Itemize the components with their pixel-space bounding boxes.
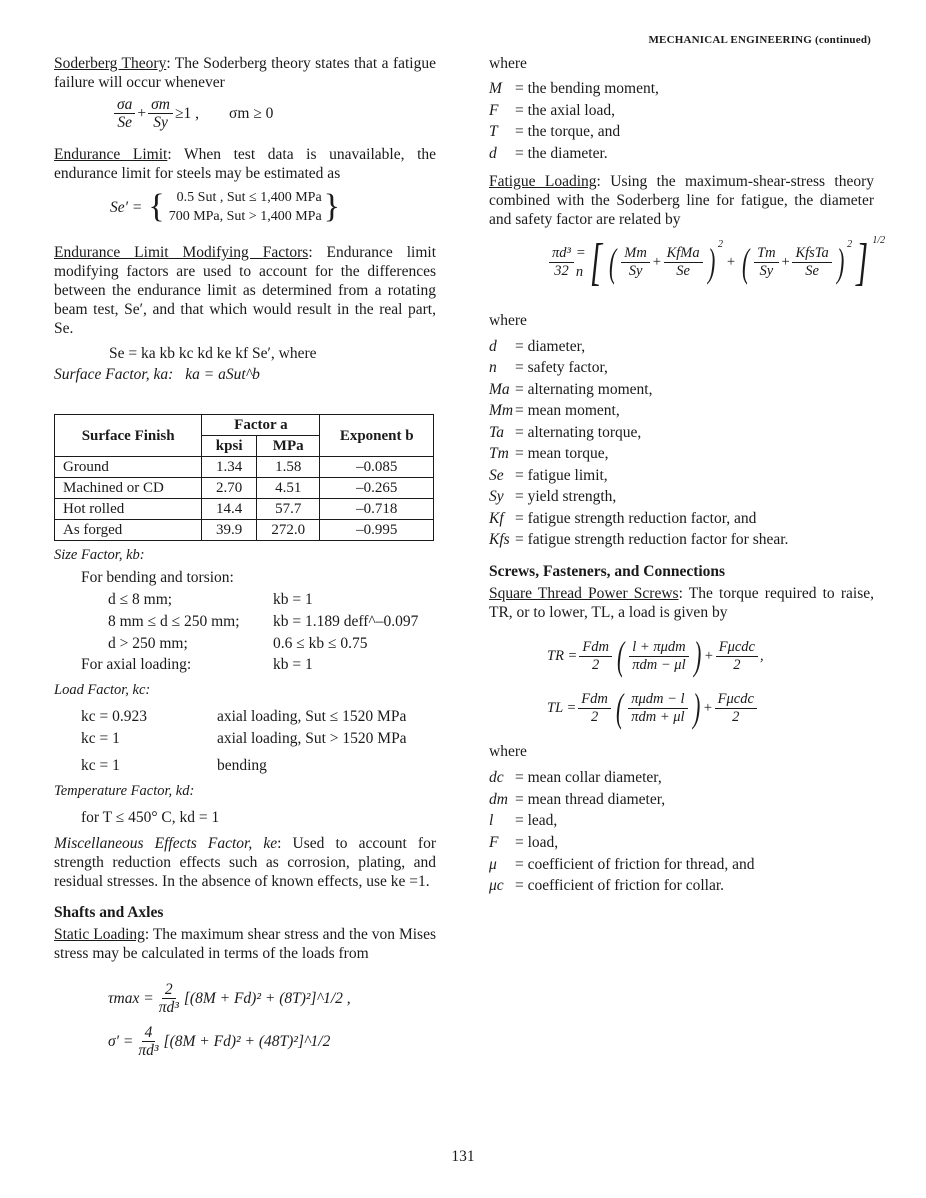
surface-factor-label: Surface Factor, ka: (54, 366, 174, 383)
eq-sigma-a: σa (114, 96, 135, 114)
def-symbol: T (489, 123, 498, 141)
def-symbol: Kf (489, 509, 504, 527)
cell-exponent: –0.718 (320, 499, 434, 520)
tau-lhs: τmax = (108, 990, 154, 1007)
def-symbol: Tm (489, 445, 509, 463)
soderberg-equation: $\frac{\sigma a}{Se}$ + $\frac{\sigma m}{Sy}$ ≥1 , σm ≥ 0 (112, 96, 436, 131)
size-axial: For axial loading: (81, 656, 192, 673)
static-loading-text: : The maximum shear stress and the von Mises stress may be calculated in terms of the loads from (54, 926, 437, 962)
endurance-equation: Se′ = { 0.5 Sut , Sut ≤ 1,400 MPa 700 MPa, Sut > 1,400 MPa } (110, 188, 340, 225)
size-axial-val: kb = 1 (273, 656, 313, 673)
def-symbol: Kfs (489, 531, 510, 549)
where-2: where (489, 311, 527, 329)
surface-factor-table (54, 414, 434, 541)
size-r3-val: 0.6 ≤ kb ≤ 0.75 (273, 635, 368, 652)
sigma-num: 4 (142, 1024, 156, 1042)
def-text: = mean torque, (515, 445, 609, 463)
eq-condition: σm ≥ 0 (229, 105, 274, 122)
def-text: = safety factor, (515, 359, 608, 377)
tau-equation (108, 981, 436, 1016)
fatigue-lhs-num: πd³ (549, 245, 574, 263)
table-row (55, 478, 434, 499)
size-bending: For bending and torsion: (81, 569, 234, 586)
tl-fc-den: 2 (732, 708, 740, 725)
tl-fd-den: 2 (590, 708, 599, 725)
size-r2-val: kb = 1.189 deff^–0.097 (273, 613, 419, 630)
eq-sigma-m: σm (148, 96, 173, 114)
tau-rhs: [(8M + Fd)² + (8T)²]^1/2 , (183, 990, 351, 1007)
misc-paragraph (54, 834, 436, 891)
table-row (55, 457, 434, 478)
cell-exponent: –0.995 (320, 520, 434, 541)
size-r2-cond: 8 mm ≤ d ≤ 250 mm; (108, 613, 240, 630)
fatigue-eq: = n (575, 244, 586, 280)
tr-equation: TR = $\frac{\text{Fdm}}{2}$ ( $\frac{\text{l + πμdm}}{\text{πdm − μl}}$ ) + $\frac{\text{Fμcdc}}{2}$ , (547, 633, 764, 679)
def-symbol: F (489, 834, 499, 852)
def-text: = mean moment, (515, 402, 620, 420)
cell-finish: As forged (55, 520, 202, 541)
cell-mpa: 4.51 (256, 478, 319, 499)
def-text: = diameter, (515, 337, 586, 355)
eq-sy: Sy (153, 114, 168, 131)
size-r1-val: kb = 1 (273, 591, 313, 608)
load-r1-cond: axial loading, Sut ≤ 1520 MPa (217, 708, 407, 725)
tr-fc-num: Fμcdc (716, 639, 758, 657)
cell-kpsi: 1.34 (202, 457, 257, 478)
cell-finish: Ground (55, 457, 202, 478)
screws-heading: Screws, Fasteners, and Connections (489, 563, 726, 581)
sigma-lhs: σ′ = (108, 1033, 134, 1050)
def-symbol: μc (489, 877, 504, 895)
endurance-lhs: Se′ = (110, 198, 143, 216)
size-r1-cond: d ≤ 8 mm; (108, 591, 173, 608)
surface-factor-formula: ka = aSut^b (185, 366, 260, 383)
def-symbol: dc (489, 769, 504, 787)
static-loading-paragraph (54, 925, 436, 963)
tr-fd-num: Fdm (579, 639, 612, 657)
load-factor-grid (81, 707, 436, 775)
endurance-case-1: 0.5 Sut , Sut ≤ 1,400 MPa (176, 190, 322, 205)
misc-label: Miscellaneous Effects Factor, ke (54, 835, 278, 852)
def-text: = fatigue strength reduction factor, and (515, 509, 757, 527)
table-row (55, 520, 434, 541)
sigma-equation (108, 1024, 436, 1059)
def-text: = alternating torque, (515, 423, 642, 441)
def-text: = the torque, and (515, 123, 621, 141)
load-r1-val: kc = 0.923 (81, 708, 147, 725)
power-screws-text: : The torque required to raise, TR, or to lower, TL, a load is given by (489, 585, 874, 622)
cell-finish: Hot rolled (55, 499, 202, 520)
cell-mpa: 1.58 (256, 457, 319, 478)
soderberg-paragraph (54, 54, 436, 92)
def-symbol: Sy (489, 488, 504, 506)
defs-2 (489, 337, 874, 550)
def-symbol: μ (489, 855, 497, 873)
static-loading-title: Static Loading (54, 926, 145, 943)
temperature-label: Temperature Factor, kd: (54, 783, 195, 799)
eq-rhs: ≥1 , (175, 105, 200, 122)
cell-mpa: 57.7 (256, 499, 319, 520)
def-symbol: d (489, 144, 497, 162)
def-symbol: Se (489, 466, 504, 484)
th-exponent: Exponent b (320, 415, 434, 457)
tau-den: πd³ (158, 999, 179, 1016)
def-symbol: dm (489, 790, 508, 808)
where-3: where (489, 743, 527, 761)
defs-3 (489, 768, 874, 895)
where-1: where (489, 55, 527, 72)
defs-1 (489, 79, 874, 163)
misc-text: : Used to account for strength reduction effects such as corrosion, plating, and residual stresses. In the absence of known effects, use ke =1. (54, 835, 436, 890)
modifying-paragraph (54, 243, 436, 338)
load-r3-cond: bending (217, 757, 267, 774)
cell-exponent: –0.085 (320, 457, 434, 478)
power-screws-title: Square Thread Power Screws (489, 585, 679, 603)
def-symbol: Mm (489, 402, 514, 420)
def-text: = fatigue strength reduction factor for shear. (515, 531, 789, 549)
endurance-case-2: 700 MPa, Sut > 1,400 MPa (168, 209, 322, 224)
tr-paren-num: l + πμdm (629, 639, 688, 657)
def-text: = yield strength, (515, 488, 617, 506)
fatigue-equation: $\frac{\text{πd³}}{32}$ = n [ ( $\frac{Mm}{Sy}$ + $\frac{\text{KfMa}}{Se}$ ) 2 + ( $\frac{Tm}{Sy}$ + $\frac{\text{KfsTa}}{Se}$ ) 2 ] 1/2 (547, 237, 874, 289)
temperature-text: for T ≤ 450° C, kd = 1 (81, 809, 220, 826)
fatigue-f4-num: KfsTa (792, 245, 831, 263)
fatigue-f2-den: Se (676, 263, 690, 280)
size-factor-grid (108, 590, 436, 653)
def-symbol: n (489, 359, 497, 377)
load-r2-val: kc = 1 (81, 730, 120, 747)
def-symbol: M (489, 80, 502, 97)
def-text: = coefficient of friction for collar. (515, 877, 725, 895)
def-symbol: Ta (489, 423, 504, 441)
tr-fc-den: 2 (733, 656, 741, 673)
endurance-text: : When test data is unavailable, the endurance limit for steels may be estimated as (54, 146, 437, 182)
th-kpsi: kpsi (202, 436, 257, 457)
fatigue-title: Fatigue Loading (489, 172, 597, 190)
def-text: = the diameter. (515, 144, 608, 162)
modifying-title: Endurance Limit Modifying Factors (54, 244, 309, 261)
tl-paren-den: πdm + μl (631, 708, 685, 725)
fatigue-f3-num: Tm (754, 245, 779, 263)
def-text: = coefficient of friction for thread, and (515, 855, 755, 873)
fatigue-f3-den: Sy (759, 263, 774, 280)
tr-end: , (759, 647, 764, 664)
th-factor: Factor a (202, 415, 320, 436)
endurance-paragraph (54, 145, 436, 183)
cell-kpsi: 2.70 (202, 478, 257, 499)
size-axial-row (81, 655, 436, 674)
sigma-den: πd³ (138, 1042, 159, 1059)
tau-num: 2 (162, 981, 176, 999)
cell-exponent: –0.265 (320, 478, 434, 499)
tr-lhs: TR = (547, 647, 578, 664)
sigma-rhs: [(8M + Fd)² + (48T)²]^1/2 (163, 1033, 331, 1050)
def-text: = mean thread diameter, (515, 790, 666, 808)
def-text: = load, (515, 834, 559, 852)
def-text: = fatigue limit, (515, 466, 608, 484)
cell-kpsi: 14.4 (202, 499, 257, 520)
tl-fc-num: Fμcdc (715, 691, 757, 709)
fatigue-f2-num: KfMa (664, 245, 703, 263)
size-factor-label: Size Factor, kb: (54, 547, 145, 563)
surface-factor-line (54, 365, 436, 384)
running-head: MECHANICAL ENGINEERING (continued) (648, 34, 871, 46)
soderberg-title: Soderberg Theory (54, 55, 167, 72)
def-symbol: F (489, 101, 499, 119)
def-text: = the bending moment, (515, 80, 659, 97)
right-column (489, 54, 886, 895)
tr-fd-den: 2 (592, 656, 600, 673)
fatigue-lhs-den: 32 (554, 263, 569, 280)
def-text: = lead, (515, 812, 558, 830)
load-factor-label: Load Factor, kc: (54, 682, 151, 698)
left-column (54, 54, 436, 1059)
fatigue-paragraph (489, 172, 874, 229)
eq-se: Se (117, 114, 133, 131)
tl-fd-num: Fdm (578, 691, 611, 709)
endurance-title: Endurance Limit (54, 146, 168, 163)
def-symbol: l (489, 812, 494, 830)
tl-lhs: TL = (547, 699, 577, 716)
page-number: 131 (451, 1148, 475, 1165)
modifying-text: : Endurance limit modifying factors are used to account for the differences between the endurance limit as determined from a rotating beam test, Se′, and that which would result in the real part, Se. (54, 244, 436, 337)
th-finish: Surface Finish (55, 415, 202, 457)
cell-mpa: 272.0 (256, 520, 319, 541)
fatigue-f1-num: Mm (621, 245, 650, 263)
fatigue-f1-den: Sy (628, 263, 643, 280)
def-text: = the axial load, (515, 101, 615, 119)
shafts-heading: Shafts and Axles (54, 904, 164, 921)
tr-paren-den: πdm − μl (632, 656, 686, 673)
table-row (55, 499, 434, 520)
tl-equation: TL = $\frac{\text{Fdm}}{2}$ ( $\frac{\text{πμdm − l}}{\text{πdm + μl}}$ ) + $\frac{\text{Fμcdc}}{2}$ (547, 688, 874, 728)
def-symbol: d (489, 337, 497, 355)
def-symbol: Ma (489, 380, 510, 398)
def-text: = mean collar diameter, (515, 769, 662, 787)
soderberg-text: : The Soderberg theory states that a fatigue failure will occur whenever (54, 55, 436, 91)
modifying-formula: Se = ka kb kc kd ke kf Se′, where (109, 345, 317, 362)
def-text: = alternating moment, (515, 380, 653, 398)
fatigue-text: : Using the maximum-shear-stress theory combined with the Soderberg line for fatigue, the diameter and safety factor are related by (489, 172, 874, 228)
th-mpa: MPa (256, 436, 319, 457)
size-r3-cond: d > 250 mm; (108, 635, 188, 652)
tl-paren-num: πμdm − l (628, 691, 687, 709)
load-r2-cond: axial loading, Sut > 1520 MPa (217, 730, 407, 747)
load-r3-val: kc = 1 (81, 757, 120, 774)
power-screws-paragraph (489, 584, 874, 622)
cell-kpsi: 39.9 (202, 520, 257, 541)
cell-finish: Machined or CD (55, 478, 202, 499)
fatigue-f4-den: Se (805, 263, 819, 280)
